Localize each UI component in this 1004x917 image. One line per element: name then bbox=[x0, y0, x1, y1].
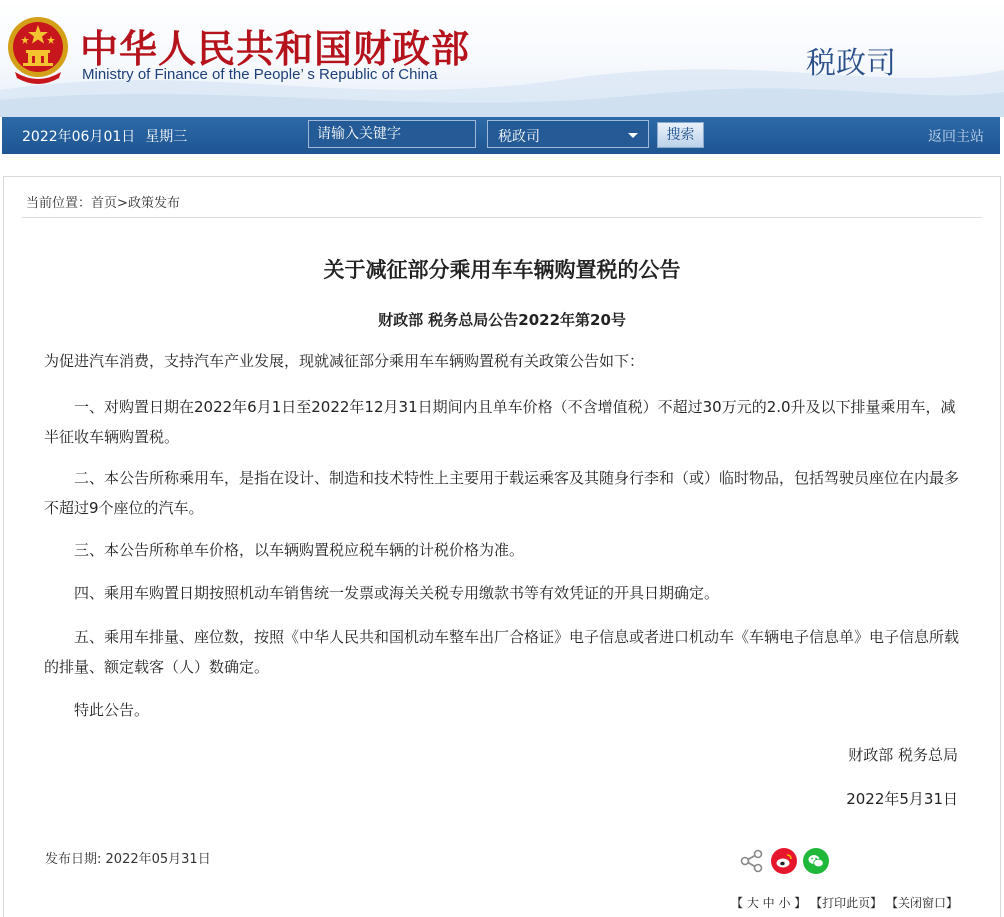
article-item-4: 四、乘用车购置日期按照机动车销售统一发票或海关关税专用缴款书等有效凭证的开具日期确定。 bbox=[74, 584, 720, 602]
document-number: 财政部 税务总局公告2022年第20号 bbox=[378, 311, 626, 329]
article-item-3: 三、本公告所称单车价格，以车辆购置税应税车辆的计税价格为准。 bbox=[74, 541, 525, 559]
breadcrumb-section-link[interactable]: 政策发布 bbox=[127, 196, 180, 211]
weibo-icon[interactable] bbox=[771, 848, 797, 874]
nav-bar bbox=[2, 117, 1000, 154]
date-text: 2022年06月01日 bbox=[22, 129, 136, 145]
site-title-en: Ministry of Finance of the People’ s Republic of China bbox=[82, 66, 438, 83]
sign-date: 2022年5月31日 bbox=[846, 790, 958, 808]
back-home-link[interactable]: 返回主站 bbox=[928, 129, 984, 145]
print-page-button[interactable]: 【打印此页】 bbox=[810, 896, 883, 910]
page-tools bbox=[731, 894, 958, 911]
breadcrumb-prefix: 当前位置： bbox=[26, 196, 92, 211]
wechat-icon[interactable] bbox=[803, 848, 829, 874]
article-item-5: 五、乘用车排量、座位数，按照《中华人民共和国机动车整车出厂合格证》电子信息或者进口机动车《车辆电子信息单》电子信息所载的排量、额定载客（人）数确定。 bbox=[44, 628, 960, 676]
publish-date-value: 2022年05月31日 bbox=[105, 852, 211, 867]
font-size-tool[interactable]: 【 大 中 小 】 bbox=[731, 896, 807, 910]
site-title-cn: 中华人民共和国财政部 bbox=[80, 27, 471, 71]
search-button[interactable]: 搜索 bbox=[657, 122, 704, 148]
article-intro: 为促进汽车消费，支持汽车产业发展，现就减征部分乘用车车辆购置税有关政策公告如下： bbox=[44, 352, 645, 370]
search-scope-select[interactable] bbox=[487, 120, 649, 148]
department-name: 税政司 bbox=[806, 46, 896, 81]
chevron-down-icon bbox=[628, 133, 638, 138]
publish-date-label: 发布日期: bbox=[45, 852, 102, 867]
search-input[interactable] bbox=[308, 120, 476, 148]
national-emblem-icon bbox=[5, 14, 71, 86]
site-header bbox=[0, 0, 1004, 117]
article-closing: 特此公告。 bbox=[74, 701, 150, 719]
article-item-1: 一、对购置日期在2022年6月1日至2022年12月31日期间内且单车价格（不含增值税）不超过30万元的2.0升及以下排量乘用车，减半征收车辆购置税。 bbox=[44, 398, 956, 446]
current-date bbox=[22, 126, 197, 146]
breadcrumb-home-link[interactable]: 首页 bbox=[91, 196, 118, 211]
share-icon[interactable] bbox=[739, 848, 765, 874]
article-title: 关于减征部分乘用车车辆购置税的公告 bbox=[323, 258, 681, 282]
article-item-2: 二、本公告所称乘用车，是指在设计、制造和技术特性上主要用于载运乘客及其随身行李和（或）临时物品，包括驾驶员座位在内最多不超过9个座位的汽车。 bbox=[44, 469, 960, 517]
publish-date bbox=[45, 848, 211, 867]
breadcrumb bbox=[26, 192, 180, 211]
weekday-text: 星期三 bbox=[145, 129, 188, 145]
breadcrumb-separator: > bbox=[117, 196, 128, 211]
breadcrumb-divider bbox=[22, 217, 982, 218]
signatory: 财政部 税务总局 bbox=[848, 746, 958, 764]
close-window-button[interactable]: 【关闭窗口】 bbox=[885, 896, 958, 910]
scope-selected-value: 税政司 bbox=[498, 129, 540, 145]
